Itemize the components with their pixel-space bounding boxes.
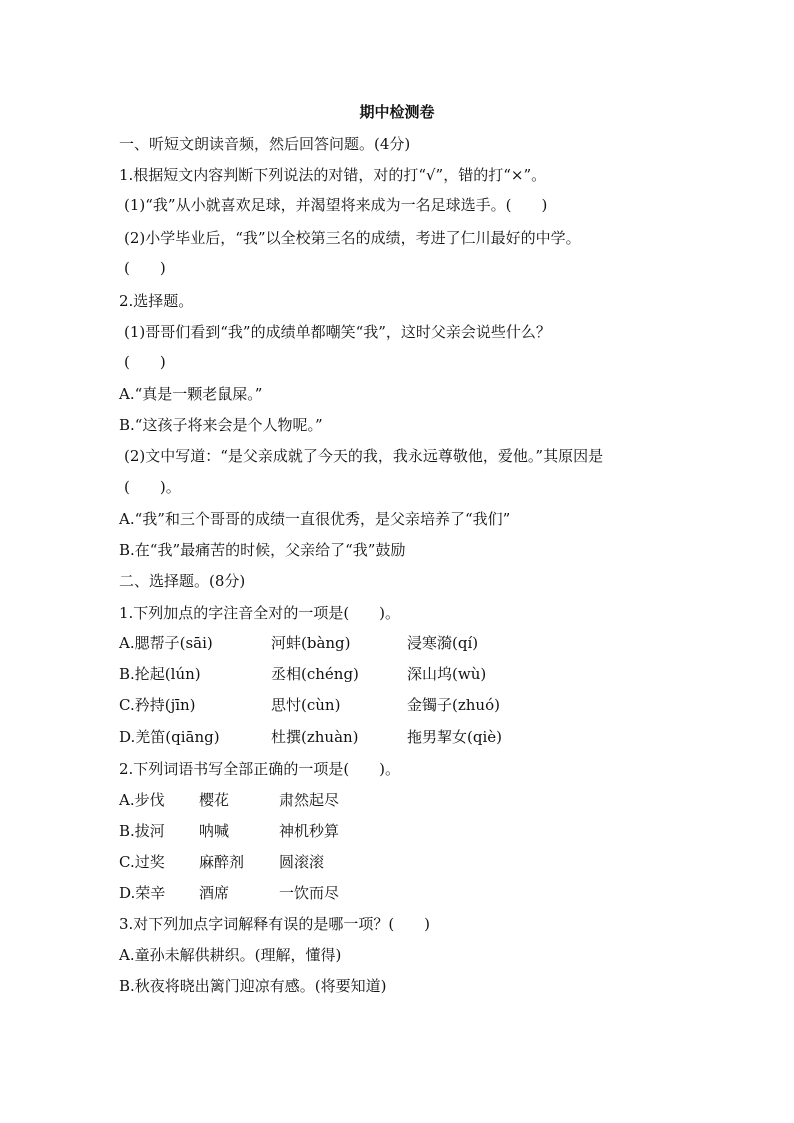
s2-q3-option-b: B.秋夜将晓出篱门迎凉有感。(将要知道) [119,977,387,995]
s2-q2-row-b-col-3: 神机秒算 [279,822,340,840]
s1-q1-item-2-blank: ( ) [124,259,166,277]
s2-q1-row-b-col-3: 深山坞(wù) [407,665,487,683]
s2-q3-stem: 3.对下列加点字词解释有误的是哪一项？( ) [119,915,431,933]
s1-q1-item-2: (2)小学毕业后，“我”以全校第三名的成绩，考进了仁川最好的中学。 [124,229,581,247]
section2-heading: 二、选择题。(8分) [119,572,246,590]
s1-q2-line-8: B.在“我”最痛苦的时候，父亲给了“我”鼓励 [119,541,406,559]
s2-q2-stem: 2.下列词语书写全部正确的一项是( )。 [119,760,401,778]
s1-q2-line-3: A.“真是一颗老鼠屎。” [119,385,263,403]
s2-q2-row-c-col-3: 圆滚滚 [279,853,325,871]
s2-q2-row-b-col-1: B.拔河 [119,822,165,840]
s2-q1-row-b-col-1: B.抡起(lún) [119,665,201,683]
s2-q2-row-d-col-2: 酒席 [199,884,230,902]
s1-q2-line-4: B.“这孩子将来会是个人物呢。” [119,416,323,434]
section1-heading: 一、听短文朗读音频，然后回答问题。(4分) [119,135,411,153]
s1-q2-line-2: ( ) [124,353,166,371]
s2-q3-option-a: A.童孙未解供耕织。(理解，懂得) [119,946,342,964]
s1-q2-line-5: (2)文中写道：“是父亲成就了今天的我，我永远尊敬他，爱他。”其原因是 [124,447,604,465]
s1-q2-line-6: ( )。 [124,478,181,496]
s2-q1-row-c-col-2: 思忖(cùn) [271,696,341,714]
s1-q2-stem: 2.选择题。 [119,292,194,310]
s2-q1-row-c-col-1: C.矜持(jīn) [119,696,196,714]
s2-q1-row-a-col-2: 河蚌(bàng) [271,634,351,652]
s2-q1-row-c-col-3: 金镯子(zhuó) [407,696,500,714]
s2-q1-row-a-col-1: A.腮帮子(sāi) [119,634,213,652]
s2-q1-row-b-col-2: 丞相(chéng) [271,665,359,683]
s2-q1-row-d-col-1: D.羌笛(qiāng) [119,728,220,746]
s2-q1-stem: 1.下列加点的字注音全对的一项是( )。 [119,604,401,622]
s2-q2-row-a-col-3: 肃然起尽 [279,791,340,809]
s2-q1-row-a-col-3: 浸寒漪(qí) [407,634,479,652]
s2-q2-row-d-col-3: 一饮而尽 [279,884,340,902]
s1-q1-stem: 1.根据短文内容判断下列说法的对错，对的打“√”，错的打“×”。 [119,166,547,184]
s1-q2-line-1: (1)哥哥们看到“我”的成绩单都嘲笑“我”，这时父亲会说些什么？ [124,323,551,341]
s2-q1-row-d-col-3: 拖男挈女(qiè) [407,728,502,746]
s2-q1-row-d-col-2: 杜撰(zhuàn) [271,728,359,746]
s2-q2-row-c-col-2: 麻醉剂 [199,853,245,871]
s2-q2-row-d-col-1: D.荣辛 [119,884,166,902]
s1-q1-item-1: (1)“我”从小就喜欢足球，并渴望将来成为一名足球选手。( ) [124,196,548,214]
s1-q2-line-7: A.“我”和三个哥哥的成绩一直很优秀，是父亲培养了“我们” [119,510,511,528]
s2-q2-row-a-col-1: A.步伐 [119,791,165,809]
s2-q2-row-b-col-2: 呐喊 [199,822,230,840]
page-title: 期中检测卷 [359,103,435,121]
s2-q2-row-a-col-2: 樱花 [199,791,230,809]
s2-q2-row-c-col-1: C.过奖 [119,853,165,871]
